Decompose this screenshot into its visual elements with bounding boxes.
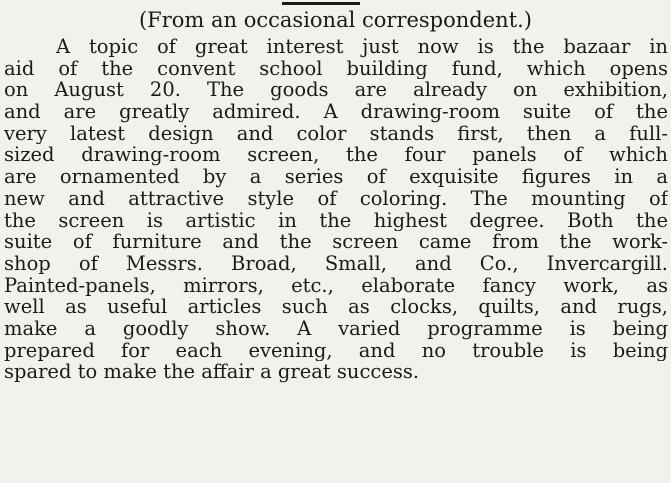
text-line: on August 20. The goods are already on exhibition,	[4, 79, 668, 102]
text-line: sized drawing-room screen, the four panels of which	[4, 144, 668, 167]
text-line: suite of furniture and the screen came from the work-	[4, 231, 668, 253]
text-line: the screen is artistic in the highest degree. Both the	[4, 209, 668, 232]
text-line: shop of Messrs. Broad, Small, and Co., Invercargill.	[4, 252, 668, 275]
text-line: and are greatly admired. A drawing-room suite of the	[4, 101, 668, 123]
text-line: make a goodly show. A varied programme is being	[4, 317, 668, 340]
text-line: spared to make the affair a great success.	[4, 361, 420, 383]
text-line: very latest design and color stands first, then a full-	[4, 122, 668, 145]
text-line: Painted-panels, mirrors, etc., elaborate fancy work, as	[4, 274, 668, 297]
text-line: prepared for each evening, and no trouble is being	[4, 339, 668, 362]
text-line: new and attractive style of coloring. The mounting of	[4, 187, 668, 210]
text-line: well as useful articles such as clocks, quilts, and rugs,	[4, 296, 668, 318]
text-line: A topic of great interest just now is the bazaar in	[56, 36, 668, 58]
article-heading: (From an occasional correspondent.)	[138, 8, 532, 32]
text-line: are ornamented by a series of exquisite figures in a	[4, 166, 668, 188]
text-line: aid of the convent school building fund, which opens	[4, 57, 668, 80]
article-body	[4, 36, 668, 383]
top-rule	[282, 2, 360, 5]
